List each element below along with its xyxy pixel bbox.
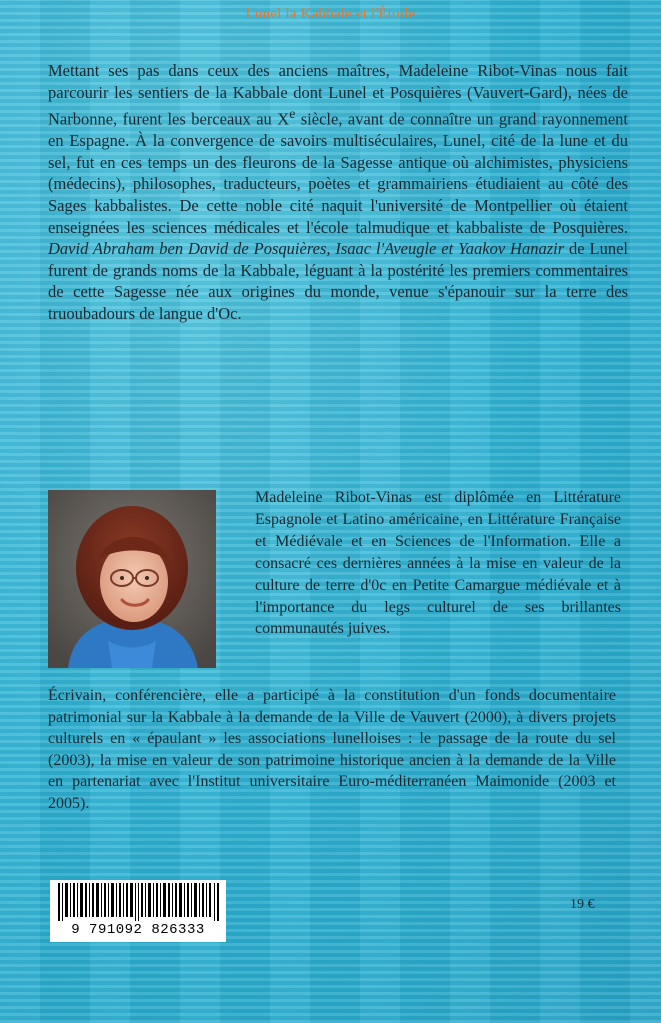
- century-superscript: e: [289, 106, 296, 122]
- barcode-number: 9 791092 826333: [71, 922, 205, 938]
- author-photo: [48, 490, 216, 668]
- description-italic-names: David Abraham ben David de Posquières, Isaac l'Aveugle et Yaakov Hanazir: [48, 239, 565, 259]
- price-label: 19 €: [570, 897, 595, 912]
- barcode: [50, 880, 226, 942]
- main-description: [48, 60, 628, 325]
- author-bio-top: Madeleine Ribot-Vinas est diplômée en Littérature Espagnole et Latino américaine, en Littérature Française et Médiévale et en Sciences de l'Information. Elle a consacré ces dernières années à la mise en valeur de la culture de terre d'0c en Petite Camargue médiévale et à l'importance du legs culturel de ses brillantes communautés juives.: [255, 489, 621, 638]
- description-part-1: Mettant ses pas dans ceux des anciens maîtres, Madeleine Ribot-Vinas nous fait parcourir les sentiers de la Kabbale dont Lunel et Posquières (Vauvert-Gard), nées de Narbonne, furent les berceaux au X: [48, 61, 628, 129]
- author-bio-bottom: Écrivain, conférencière, elle a participé à la constitution d'un fonds documentaire patrimonial sur la Kabbale à la demande de la Ville de Vauvert (2000), à divers projets culturels en « épaulant » les associations lunelloises : le passage de la route du sel (2003), la mise en valeur de son patrimoine historique ancien à la demande de la Ville en partenariat avec l'Institut universitaire Euro-méditerranéen Maimonide (2003 et 2005).: [48, 687, 616, 812]
- description-part-2: siècle, avant de connaître un grand rayonnement en Espagne. À la convergence de savoirs multiséculaires, Lunel, cité de la lune et du sel, fut en ces temps un des fleurons de la Sagesse antique où alchimistes, physiciens (médecins), philosophes, traducteurs, poètes et grammairiens étudiaient au côté des Sages kabbalistes. De cette noble cité naquit l'université de Montpellier où étaient enseignées les sciences médicales et l'école talmudique et kabbaliste de Posquières.: [48, 109, 629, 237]
- cover-title: Lunel la Kabbale et l'Étoile: [245, 6, 416, 22]
- description-part-3: de Lunel furent de grands noms de la Kabbale, léguant à la postérité les premiers commentaires de cette Sagesse née aux origines du monde, venue s'épanouir sur la terre des truoubadours de langue d'Oc.: [48, 239, 629, 324]
- author-portrait-illustration: [48, 490, 216, 668]
- barcode-bars: [58, 883, 220, 921]
